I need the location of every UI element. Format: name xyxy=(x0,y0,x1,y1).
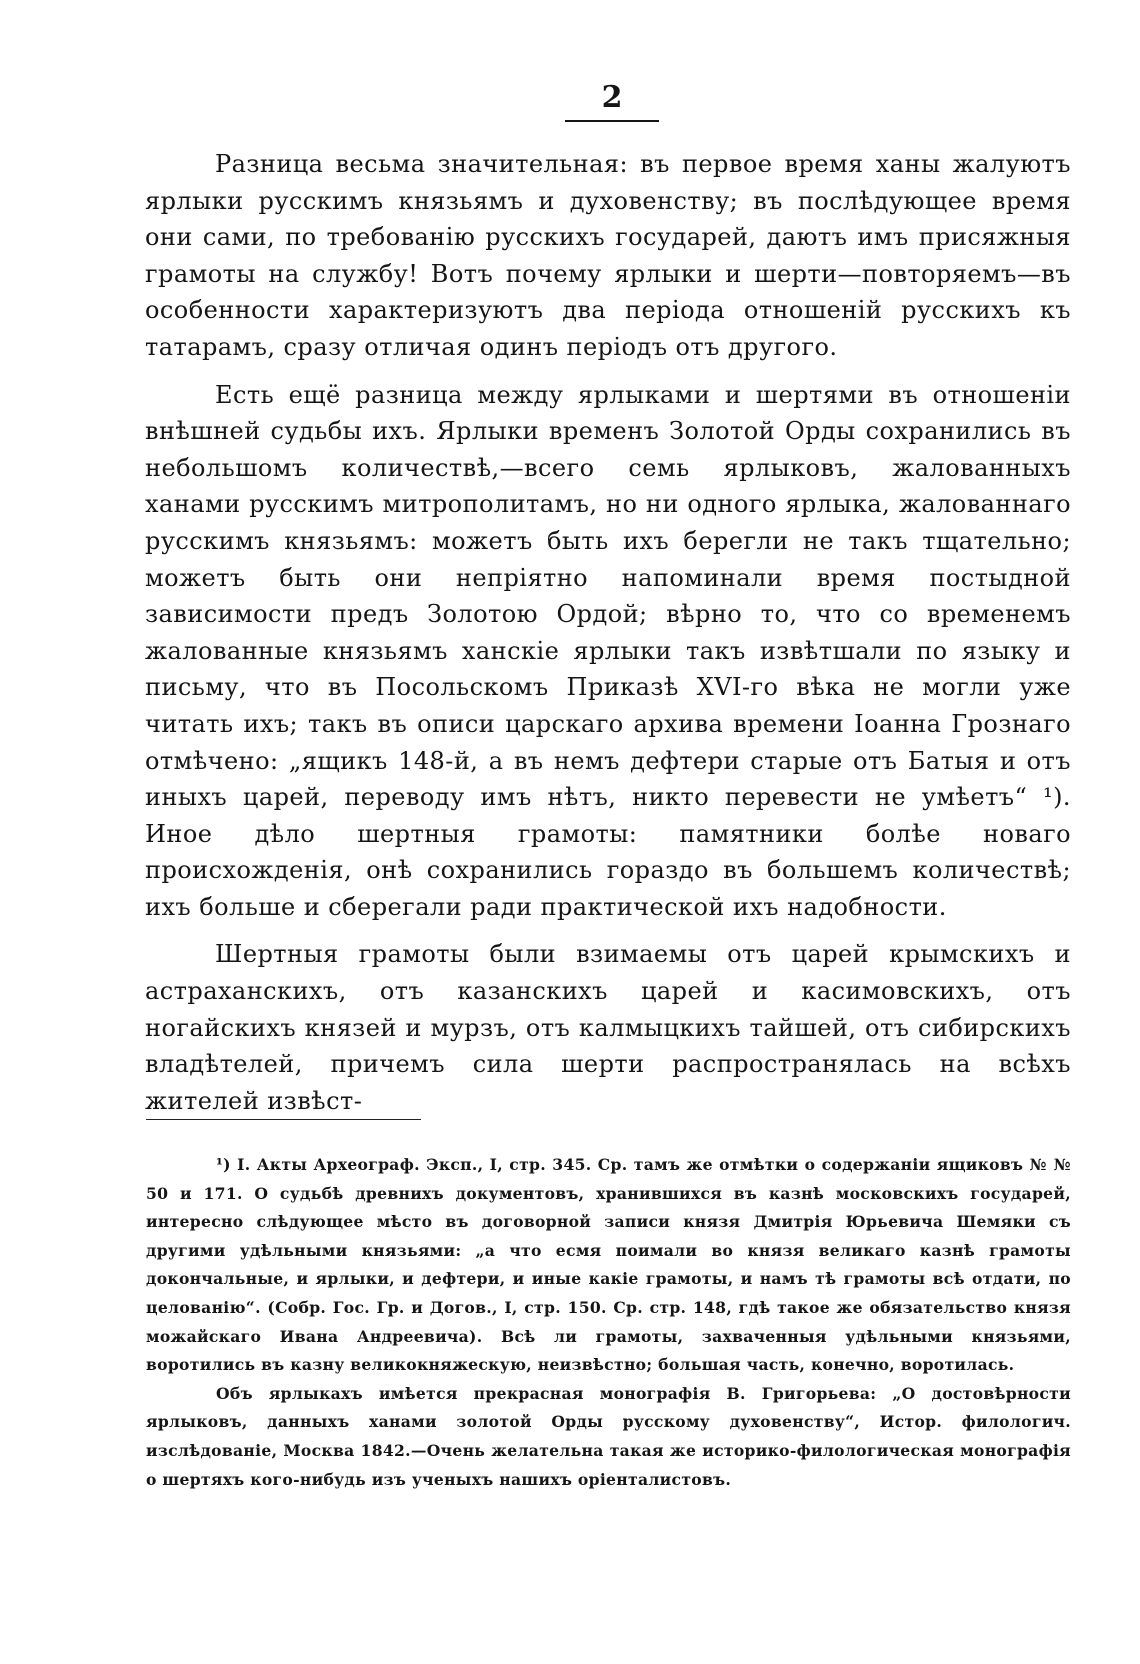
paragraph-1: Разница весьма значительная: въ первое время ханы жалуютъ ярлыки русскимъ князьямъ и духовенству; въ послѣдующее время они сами, по требованію русскихъ государей, даютъ имъ присяжныя грамоты на службу! Вотъ почему ярлыки и шерти—повторяемъ—въ особенности характеризуютъ два періода отношеній русскихъ къ татарамъ, сразу отличая одинъ періодъ отъ другого. xyxy=(145,150,1071,361)
footnote-divider xyxy=(146,1119,421,1120)
page-number: 2 xyxy=(565,80,659,122)
paragraph-2: Есть ещё разница между ярлыками и шертями въ отношеніи внѣшней судьбы ихъ. Ярлыки временъ Золотой Орды сохранились въ небольшомъ количествѣ,—всего семь ярлыковъ, жалованныхъ ханами русскимъ митрополитамъ, но ни одного ярлыка, жалованнаго русскимъ князьямъ: можетъ быть ихъ берегли не такъ тщательно; можетъ быть они непріятно напоминали время постыдной зависимости предъ Золотою Ордой; вѣрно то, что со временемъ жалованные князьямъ ханскіе ярлыки такъ извѣтшали по языку и письму, что въ Посольскомъ Приказѣ XVI-го вѣка не могли уже читать ихъ; такъ въ описи царскаго архива времени Іоанна Грознаго отмѣчено: „ящикъ 148-й, а въ немъ дефтери старые отъ Батыя и отъ иныхъ царей, переводу имъ нѣтъ, никто перевести не умѣетъ“ ¹). Иное дѣло шертныя грамоты: памятники болѣе новаго происхожденія, онѣ сохранились гораздо въ большемъ количествѣ; ихъ больше и сберегали ради практической ихъ надобности. xyxy=(145,380,1071,921)
paragraph-3: Шертныя грамоты были взимаемы отъ царей крымскихъ и астраханскихъ, отъ казанскихъ царей и касимовскихъ, отъ ногайскихъ князей и мурзъ, отъ калмыцкихъ тайшей, отъ сибирскихъ владѣтелей, причемъ сила шерти распространялась на всѣхъ жителей извѣст- xyxy=(145,940,1071,1115)
footnote-2: Объ ярлыкахъ имѣется прекрасная монографія В. Григорьева: „О достовѣрности ярлыковъ, данныхъ ханами золотой Орды русскому духовенству“, Истор. филологич. изслѣдованіе, Москва 1842.—Очень желательна такая же историко-филологическая монографія о шертяхъ кого-нибудь изъ ученыхъ нашихъ оріенталистовъ. xyxy=(146,1383,1071,1489)
main-text xyxy=(145,146,1071,1119)
footnotes xyxy=(146,1151,1071,1494)
footnote-1: ¹) І. Акты Археограф. Эксп., І, стр. 345. Ср. тамъ же отмѣтки о содержаніи ящиковъ № № 50 и 171. О судьбѣ древнихъ документовъ, хранившихся въ казнѣ московскихъ государей, интересно слѣдующее мѣсто въ договорной записи князя Дмитрія Юрьевича Шемяки съ другими удѣльными князьями: „а что есмя поимали во князя великаго казнѣ грамоты докончальные, и ярлыки, и дефтери, и иные какіе грамоты, и намъ тѣ грамоты всѣ отдати, по целованію“. (Собр. Гос. Гр. и Догов., І, стр. 150. Ср. стр. 148, гдѣ такое же обязательство князя можайскаго Ивана Андреевича). Всѣ ли грамоты, захваченныя удѣльными князьями, воротились въ казну великокняжескую, неизвѣстно; большая часть, конечно, воротилась. xyxy=(146,1155,1071,1375)
